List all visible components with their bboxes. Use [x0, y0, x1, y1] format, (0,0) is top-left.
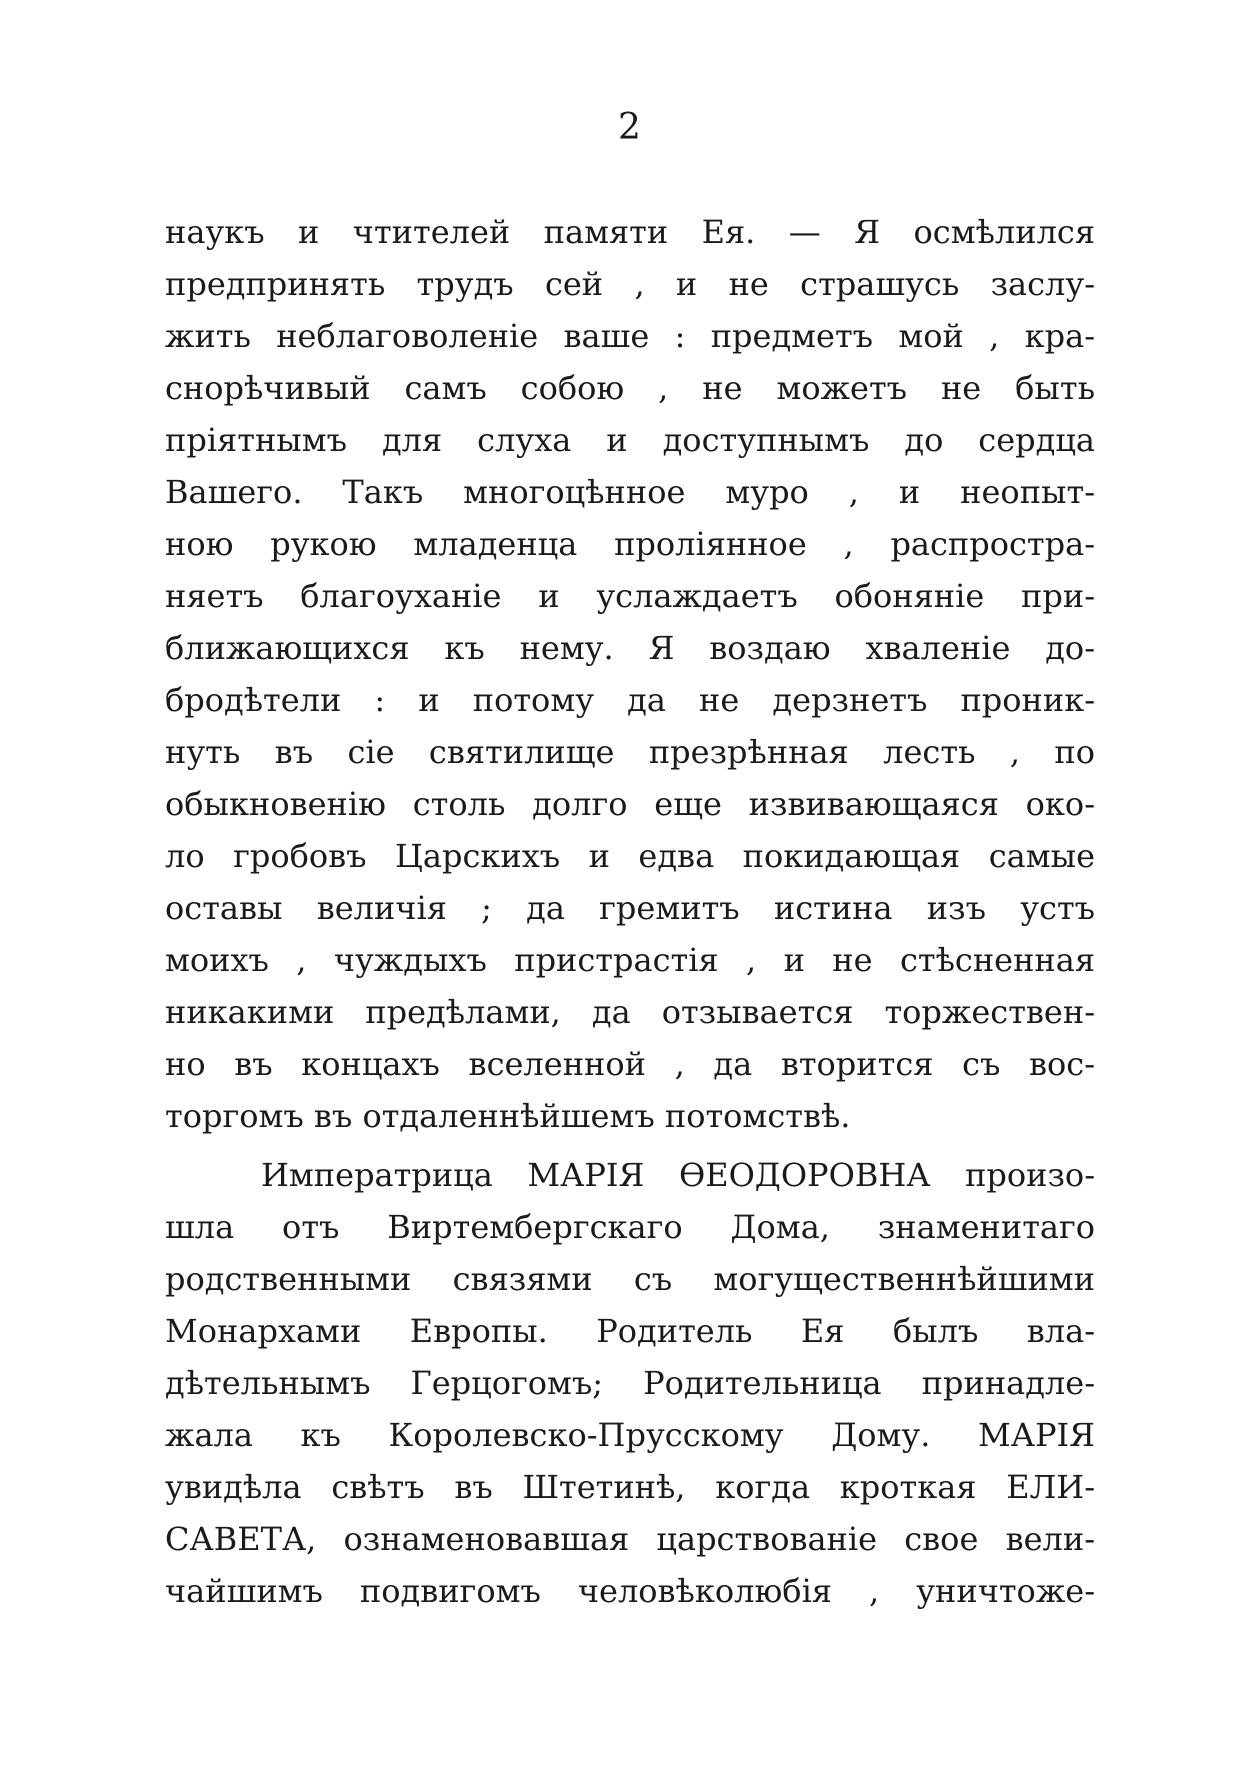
text-line: пріятнымъ для слуха и доступнымъ до сердца — [165, 421, 1095, 459]
text-line: Монархами Европы. Родитель Ея былъ вла- — [165, 1312, 1095, 1350]
text-line: обыкновенію столь долго еще извивающаяся око- — [165, 785, 1095, 823]
text-line: увидѣла свѣтъ въ Штетинѣ, когда кроткая ЕЛИ- — [165, 1468, 1095, 1506]
text-line: жить неблаговоленіе ваше : предметъ мой , кра- — [165, 317, 1095, 355]
text-line: наукъ и чтителей памяти Ея. — Я осмѣлился — [165, 213, 1095, 251]
text-line: шла отъ Виртембергскаго Дома, знаменитаго — [165, 1208, 1095, 1246]
text-line: ло гробовъ Царскихъ и едва покидающая самые — [165, 837, 1095, 875]
text-line: оставы величія ; да гремитъ истина изъ устъ — [165, 889, 1095, 927]
text-line: дѣтельнымъ Герцогомъ; Родительница принадле- — [165, 1364, 1095, 1402]
text-line: никакими предѣлами, да отзывается торжествен- — [165, 993, 1095, 1031]
text-line: моихъ , чуждыхъ пристрастія , и не стѣсненная — [165, 941, 1095, 979]
text-line: ближающихся къ нему. Я воздаю хваленіе до- — [165, 629, 1095, 667]
page-number: 2 — [618, 107, 641, 148]
text-line: няетъ благоуханіе и услаждаетъ обоняніе при- — [165, 577, 1095, 615]
text-line: Императрица МАРІЯ ѲЕОДОРОВНА произо- — [261, 1156, 1095, 1194]
text-line: родственными связями съ могущественнѣйшими — [165, 1260, 1095, 1298]
text-line: ною рукою младенца проліянное , распростра- — [165, 525, 1095, 563]
text-line: торгомъ въ отдаленнѣйшемъ потомствѣ. — [165, 1097, 851, 1135]
text-line: САВЕТА, ознаменовавшая царствованіе свое вели- — [165, 1520, 1095, 1558]
text-line: бродѣтели : и потому да не дерзнетъ проник- — [165, 681, 1095, 719]
text-line: предпринять трудъ сей , и не страшусь заслу- — [165, 265, 1095, 303]
text-line: чайшимъ подвигомъ человѣколюбія , уничтоже- — [165, 1572, 1095, 1610]
text-line: жала къ Королевско-Прусскому Дому. МАРІЯ — [165, 1416, 1095, 1454]
paragraph-1 — [165, 206, 1095, 1142]
text-line: но въ концахъ вселенной , да вторится съ вос- — [165, 1045, 1095, 1083]
text-line: снорѣчивый самъ собою , не можетъ не быть — [165, 369, 1095, 407]
paragraph-2 — [165, 1149, 1095, 1617]
text-line: нуть въ сіе святилище презрѣнная лесть , по — [165, 733, 1095, 771]
text-line: Вашего. Такъ многоцѣнное муро , и неопыт- — [165, 473, 1095, 511]
